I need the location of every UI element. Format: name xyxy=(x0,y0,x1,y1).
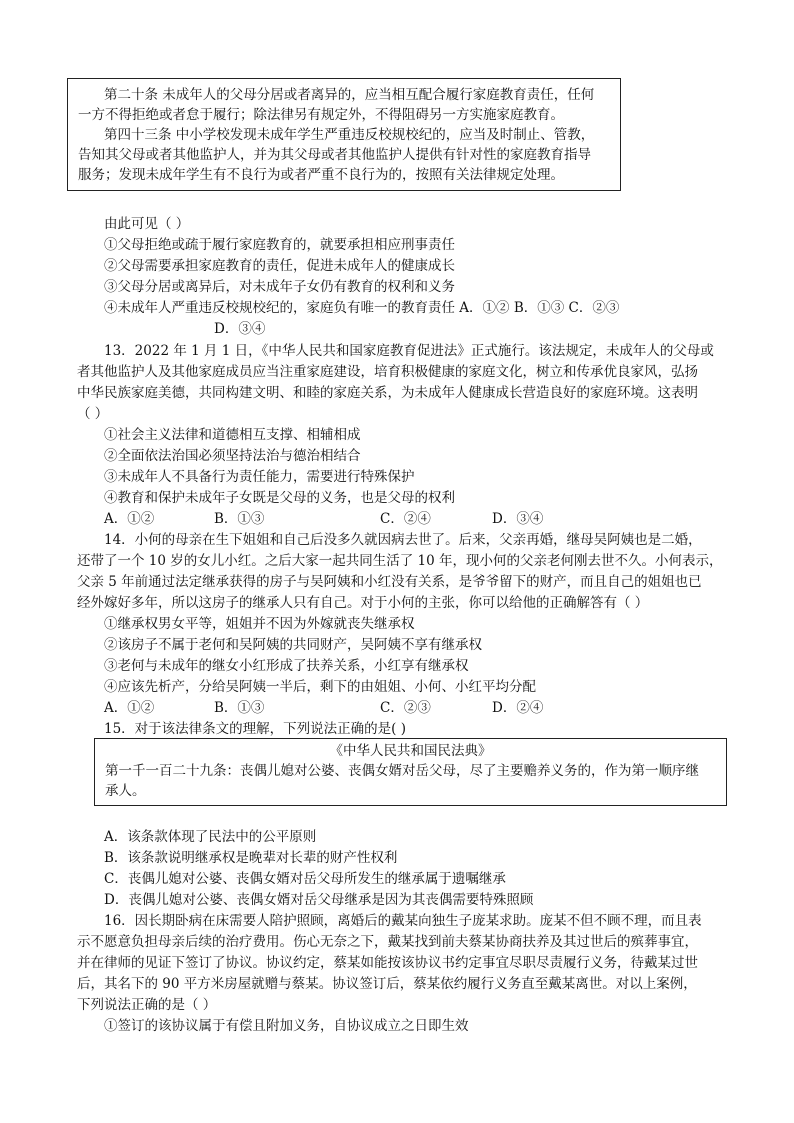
q15-choice-b: B．该条款说明继承权是晚辈对长辈的财产性权利 xyxy=(104,850,398,866)
q14-line-0: 14．小何的母亲在生下姐姐和自己后没多久就因病去世了。后来，父亲再婚，继母吴阿姨也是二婚， xyxy=(104,532,702,548)
q13-option-c: C．②④ xyxy=(380,511,431,527)
q16-line-3: 后，其名下的 90 平方米房屋就赠与蔡某。协议签订后，蔡某依约履行义务直至戴某离世。对以上案例， xyxy=(77,976,697,992)
civil-code-line-1: 承人。 xyxy=(105,783,146,799)
civil-code-line-0: 第一千一百二十九条：丧偶儿媳对公婆、丧偶女婿对岳父母，尽了主要赡养义务的，作为第一顺序继 xyxy=(105,763,699,779)
q13-line-2: 中华民族家庭美德，共同构建文明、和睦的家庭关系，为未成年人健康成长营造良好的家庭环境。这表明 xyxy=(77,385,698,401)
q13-option-b: B．①③ xyxy=(214,511,265,527)
q13-option-d: D．③④ xyxy=(492,511,544,527)
q14-item-3: ③老何与未成年的继女小红形成了扶养关系，小红享有继承权 xyxy=(104,658,469,674)
q15-stem: 15．对于该法律条文的理解，下列说法正确的是( ) xyxy=(104,721,407,737)
q14-option-b: B．①③ xyxy=(214,700,265,716)
q13-line-1: 者其他监护人及其他家庭成员应当注重家庭建设，培育积极健康的家庭文化，树立和传承优良家风，弘扬 xyxy=(77,364,698,380)
box1-line-1: 一方不得拒绝或者怠于履行；除法律另有规定外，不得阻碍另一方实施家庭教育。 xyxy=(78,107,564,123)
civil-code-box xyxy=(94,738,727,806)
q12-stem: 由此可见（ ） xyxy=(104,216,190,232)
q16-line-0: 16．因长期卧病在床需要人陪护照顾，离婚后的戴某向独生子庞某求助。庞某不但不顾不理，而且表 xyxy=(104,913,702,929)
q13-line-0: 13．2022 年 1 月 1 日，《中华人民共和国家庭教育促进法》正式施行。该法规定，未成年人的父母或 xyxy=(104,343,714,359)
q13-item-2: ②全面依法治国必须坚持法治与德治相结合 xyxy=(104,448,361,464)
q12-item-4: ④未成年人严重违反校规校纪的，家庭负有唯一的教育责任 A．①② B．①③ C．②③ xyxy=(104,300,620,316)
box1-line-0: 第二十条 未成年人的父母分居或者离异的，应当相互配合履行家庭教育责任，任何 xyxy=(104,87,595,103)
q14-line-3: 经外嫁好多年，所以这房子的继承人只有自己。对于小何的主张，你可以给他的正确解答有（ ） xyxy=(77,595,649,611)
q12-item-2: ②父母需要承担家庭教育的责任，促进未成年人的健康成长 xyxy=(104,258,455,274)
q15-choice-a: A．该条款体现了民法中的公平原则 xyxy=(104,829,317,845)
q16-line-2: 并在律师的见证下签订了协议。协议约定，蔡某如能按该协议书约定事宜尽职尽责履行义务，待戴某过世 xyxy=(77,955,698,971)
q13-item-1: ①社会主义法律和道德相互支撑、相辅相成 xyxy=(104,427,361,443)
q14-item-1: ①继承权男女平等，姐姐并不因为外嫁就丧失继承权 xyxy=(104,616,415,632)
q13-option-a: A．①② xyxy=(104,511,155,527)
box1-line-2: 第四十三条 中小学校发现未成年学生严重违反校规校纪的，应当及时制止、管教， xyxy=(104,127,595,143)
box1-line-3: 告知其父母或者其他监护人，并为其父母或者其他监护人提供有针对性的家庭教育指导 xyxy=(78,147,591,163)
q16-line-4: 下列说法正确的是（ ） xyxy=(77,997,217,1013)
q12-item-1: ①父母拒绝或疏于履行家庭教育的，就要承担相应刑事责任 xyxy=(104,237,455,253)
q13-item-3: ③未成年人不具备行为责任能力，需要进行特殊保护 xyxy=(104,469,415,485)
q15-choice-c: C．丧偶儿媳对公婆、丧偶女婿对岳父母所发生的继承属于遗嘱继承 xyxy=(104,871,506,887)
box1-line-4: 服务；发现未成年学生有不良行为或者严重不良行为的，按照有关法律规定处理。 xyxy=(78,167,564,183)
q16-line-1: 示不愿意负担母亲后续的治疗费用。伤心无奈之下，戴某找到前夫蔡某协商扶养及其过世后的殡葬事宜， xyxy=(77,934,698,950)
q14-option-a: A．①② xyxy=(104,700,155,716)
law-excerpt-box xyxy=(67,78,621,191)
q14-item-2: ②该房子不属于老何和吴阿姨的共同财产，吴阿姨不享有继承权 xyxy=(104,637,482,653)
q12-item-3: ③父母分居或离异后，对未成年子女仍有教育的权利和义务 xyxy=(104,279,455,295)
q14-option-c: C．②③ xyxy=(380,700,431,716)
q12-option-d: D．③④ xyxy=(214,321,266,337)
q14-line-2: 父亲 5 年前通过法定继承获得的房子与吴阿姨和小红没有关系，是爷爷留下的财产，而且自己的姐姐也已 xyxy=(77,574,702,590)
q14-option-d: D．②④ xyxy=(492,700,544,716)
q16-item-1: ①签订的该协议属于有偿且附加义务，自协议成立之日即生效 xyxy=(104,1018,469,1034)
civil-code-title: 《中华人民共和国民法典》 xyxy=(329,743,492,759)
q14-item-4: ④应该先析产，分给吴阿姨一半后，剩下的由姐姐、小何、小红平均分配 xyxy=(104,679,536,695)
q14-options xyxy=(104,698,704,718)
q13-item-4: ④教育和保护未成年子女既是父母的义务，也是父母的权利 xyxy=(104,490,455,506)
q13-options xyxy=(104,509,704,529)
q15-choice-d: D．丧偶儿媳对公婆、丧偶女婿对岳父母继承是因为其丧偶需要特殊照顾 xyxy=(104,892,534,908)
q14-line-1: 还带了一个 10 岁的女儿小红。之后大家一起共同生活了 10 年，现小何的父亲老何刚去世不久。小何表示， xyxy=(77,553,723,569)
q13-line-3: （ ） xyxy=(77,406,109,422)
